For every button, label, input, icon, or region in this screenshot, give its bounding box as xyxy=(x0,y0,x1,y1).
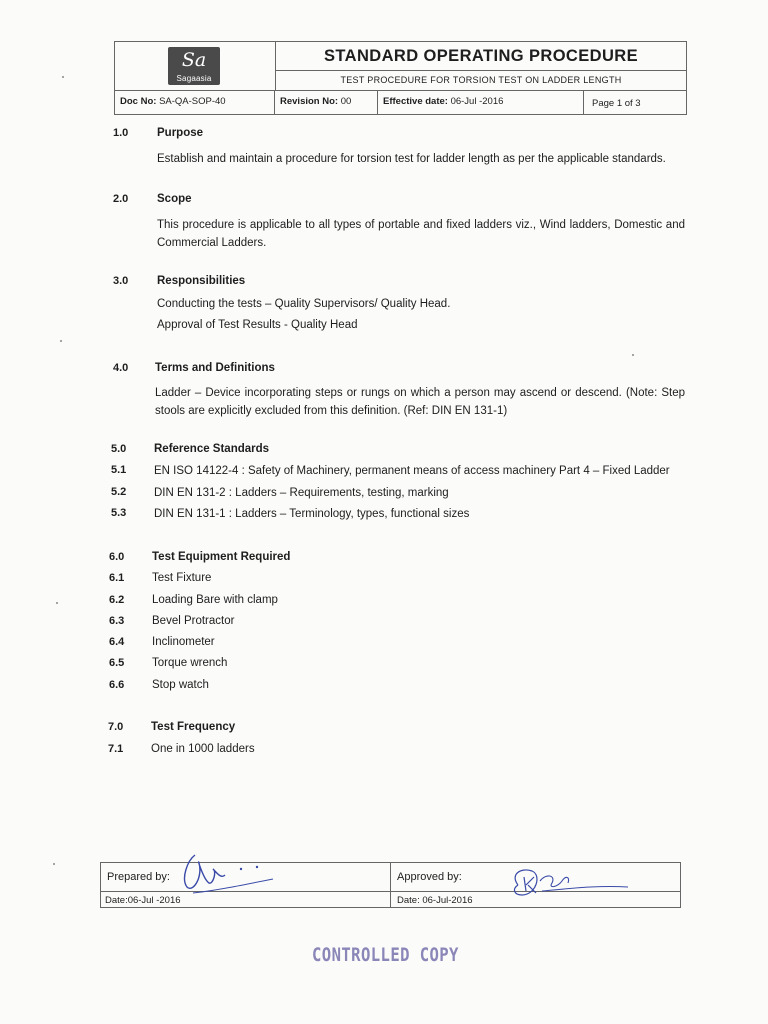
revision-no: 00 xyxy=(340,96,352,107)
approved-date: Date: 06-Jul-2016 xyxy=(397,895,473,906)
section-heading-responsibilities: Responsibilities xyxy=(157,275,246,287)
section-heading-scope: Scope xyxy=(157,193,192,205)
item-number: 6.1 xyxy=(109,572,125,584)
item-number: 5.3 xyxy=(111,507,127,519)
section-number: 7.0 xyxy=(108,721,124,733)
revision-cell: Revision No: 00 xyxy=(275,91,378,115)
document-subtitle: TEST PROCEDURE FOR TORSION TEST ON LADDER LENGTH xyxy=(340,75,622,85)
list-item: Torque wrench xyxy=(152,657,228,669)
doc-no: SA-QA-SOP-40 xyxy=(159,96,226,107)
item-number: 6.3 xyxy=(109,615,125,627)
prepared-by-label: Prepared by: xyxy=(107,871,170,883)
section-number: 5.0 xyxy=(111,443,127,455)
section-number: 3.0 xyxy=(113,275,129,287)
section-number: 4.0 xyxy=(113,362,129,374)
list-item: EN ISO 14122-4 : Safety of Machinery, permanent means of access machinery Part 4 – Fixed Ladder xyxy=(154,465,670,477)
section-number: 6.0 xyxy=(109,551,125,563)
list-item: Loading Bare with clamp xyxy=(152,594,278,606)
section-text-purpose: Establish and maintain a procedure for torsion test for ladder length as per the applicable standards. xyxy=(157,153,666,165)
logo-text: Sagaasia xyxy=(176,74,212,83)
prepared-date: Date:06-Jul -2016 xyxy=(105,895,181,906)
item-number: 6.5 xyxy=(109,657,125,669)
section-number: 2.0 xyxy=(113,193,129,205)
item-number: 5.1 xyxy=(111,464,127,476)
list-item: Stop watch xyxy=(152,679,209,691)
responsibility-line: Approval of Test Results - Quality Head xyxy=(157,319,358,331)
logo-mark: Sa xyxy=(181,49,207,71)
section-heading-test-frequency: Test Frequency xyxy=(151,721,236,733)
document-title: STANDARD OPERATING PROCEDURE xyxy=(276,42,686,71)
section-heading-test-equipment: Test Equipment Required xyxy=(152,551,291,563)
section-text-terms: Ladder – Device incorporating steps or rungs on which a person may ascend or descend. (Note: Step stools are explicitly excluded from this definition. (Ref: DIN EN 131-1) xyxy=(155,387,685,417)
effective-date: 06-Jul -2016 xyxy=(450,96,504,107)
section-number: 1.0 xyxy=(113,127,129,139)
list-item: DIN EN 131-1 : Ladders – Terminology, types, functional sizes xyxy=(154,508,470,520)
item-number: 5.2 xyxy=(111,486,127,498)
section-heading-purpose: Purpose xyxy=(157,127,204,139)
list-item: DIN EN 131-2 : Ladders – Requirements, testing, marking xyxy=(154,487,449,499)
list-item: One in 1000 ladders xyxy=(151,743,255,755)
list-item: Inclinometer xyxy=(152,636,215,648)
page-number: Page 1 of 3 xyxy=(592,98,641,109)
list-item: Bevel Protractor xyxy=(152,615,235,627)
item-number: 7.1 xyxy=(108,743,124,755)
item-number: 6.4 xyxy=(109,636,125,648)
section-heading-terms: Terms and Definitions xyxy=(155,362,275,374)
section-heading-reference-standards: Reference Standards xyxy=(154,443,270,455)
effective-date-cell: Effective date: 06-Jul -2016 xyxy=(378,91,584,115)
approved-by-label: Approved by: xyxy=(397,871,462,883)
section-text-scope: This procedure is applicable to all types of portable and fixed ladders viz., Wind ladders, Domestic and Commercial Ladders. xyxy=(157,219,685,249)
controlled-copy-stamp: CONTROLLED COPY xyxy=(312,944,459,966)
item-number: 6.2 xyxy=(109,594,125,606)
item-number: 6.6 xyxy=(109,679,125,691)
doc-no-cell: Doc No: SA-QA-SOP-40 xyxy=(115,91,275,115)
list-item: Test Fixture xyxy=(152,572,212,584)
responsibility-line: Conducting the tests – Quality Supervisors/ Quality Head. xyxy=(157,298,451,310)
